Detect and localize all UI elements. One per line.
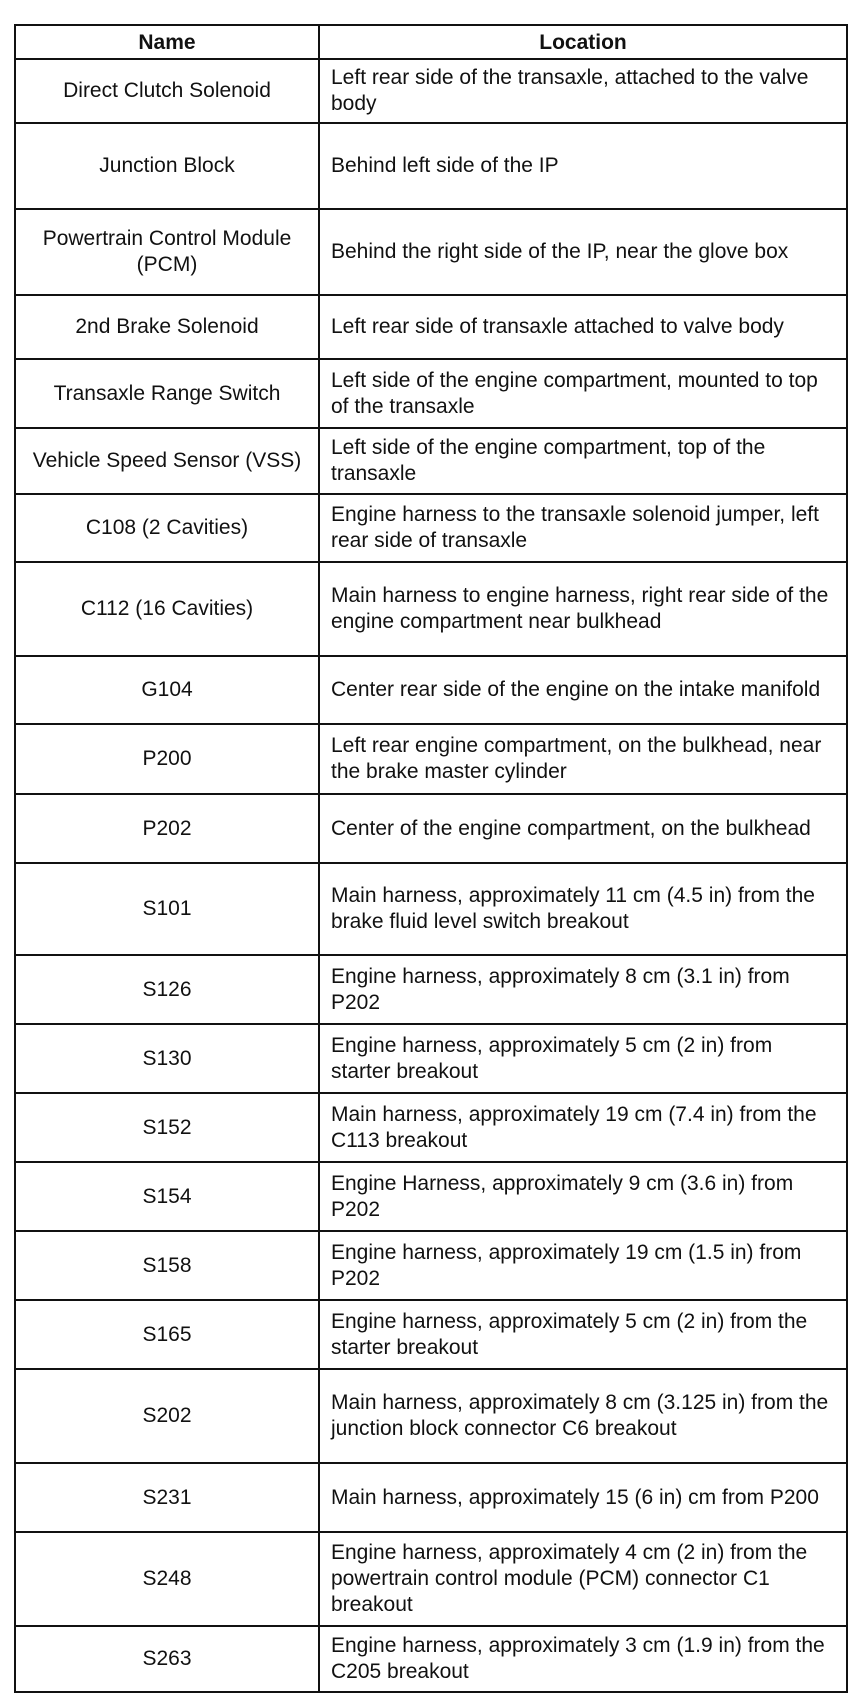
component-location: Main harness to engine harness, right rear side of the engine compartment near bulkhead (319, 562, 847, 656)
component-location: Left side of the engine compartment, top of the transaxle (319, 428, 847, 494)
table-row (15, 1093, 847, 1162)
component-name: S165 (15, 1300, 319, 1369)
table-row (15, 1463, 847, 1532)
table-row (15, 656, 847, 724)
table-row (15, 359, 847, 428)
table-row (15, 794, 847, 863)
table-row (15, 428, 847, 494)
table-row (15, 1626, 847, 1692)
table-row (15, 494, 847, 562)
table-row (15, 1162, 847, 1231)
table-row (15, 1369, 847, 1463)
component-name: S126 (15, 955, 319, 1024)
table-row (15, 724, 847, 794)
component-location: Left rear side of transaxle attached to valve body (319, 295, 847, 359)
table-row (15, 1024, 847, 1093)
component-name: S101 (15, 863, 319, 955)
component-name: Junction Block (15, 123, 319, 209)
component-location: Left side of the engine compartment, mounted to top of the transaxle (319, 359, 847, 428)
component-location: Main harness, approximately 19 cm (7.4 in) from the C113 breakout (319, 1093, 847, 1162)
component-location-table (14, 24, 848, 1693)
component-location: Engine harness, approximately 19 cm (1.5 in) from P202 (319, 1231, 847, 1300)
component-name: C112 (16 Cavities) (15, 562, 319, 656)
table-row (15, 562, 847, 656)
component-location: Center of the engine compartment, on the bulkhead (319, 794, 847, 863)
component-name: S158 (15, 1231, 319, 1300)
name-column-header: Name (15, 25, 319, 59)
table-row (15, 209, 847, 295)
component-location: Engine harness, approximately 8 cm (3.1 in) from P202 (319, 955, 847, 1024)
component-name: S202 (15, 1369, 319, 1463)
component-location: Center rear side of the engine on the intake manifold (319, 656, 847, 724)
component-name: S263 (15, 1626, 319, 1692)
table-row (15, 1300, 847, 1369)
table-row (15, 295, 847, 359)
component-name: S130 (15, 1024, 319, 1093)
component-name: S154 (15, 1162, 319, 1231)
component-location: Engine Harness, approximately 9 cm (3.6 in) from P202 (319, 1162, 847, 1231)
component-name: P200 (15, 724, 319, 794)
table-row (15, 1231, 847, 1300)
table-row (15, 1532, 847, 1626)
component-name: S248 (15, 1532, 319, 1626)
component-location: Left rear engine compartment, on the bulkhead, near the brake master cylinder (319, 724, 847, 794)
component-location: Engine harness, approximately 4 cm (2 in) from the powertrain control module (PCM) connector C1 breakout (319, 1532, 847, 1626)
component-location: Main harness, approximately 8 cm (3.125 in) from the junction block connector C6 breakout (319, 1369, 847, 1463)
component-location: Engine harness, approximately 3 cm (1.9 in) from the C205 breakout (319, 1626, 847, 1692)
component-name: S231 (15, 1463, 319, 1532)
component-location: Left rear side of the transaxle, attached to the valve body (319, 59, 847, 123)
component-name: 2nd Brake Solenoid (15, 295, 319, 359)
component-name: Vehicle Speed Sensor (VSS) (15, 428, 319, 494)
component-location: Behind the right side of the IP, near the glove box (319, 209, 847, 295)
component-name: Powertrain Control Module (PCM) (15, 209, 319, 295)
table-row (15, 123, 847, 209)
component-name: Direct Clutch Solenoid (15, 59, 319, 123)
table-row (15, 955, 847, 1024)
component-location: Engine harness, approximately 5 cm (2 in) from the starter breakout (319, 1300, 847, 1369)
component-location: Behind left side of the IP (319, 123, 847, 209)
table-row (15, 59, 847, 123)
component-name: S152 (15, 1093, 319, 1162)
component-name: G104 (15, 656, 319, 724)
table-row (15, 863, 847, 955)
component-location: Engine harness to the transaxle solenoid jumper, left rear side of transaxle (319, 494, 847, 562)
component-name: P202 (15, 794, 319, 863)
component-location: Engine harness, approximately 5 cm (2 in) from starter breakout (319, 1024, 847, 1093)
component-name: Transaxle Range Switch (15, 359, 319, 428)
component-location: Main harness, approximately 15 (6 in) cm from P200 (319, 1463, 847, 1532)
location-column-header: Location (319, 25, 847, 59)
table-header-row (15, 25, 847, 59)
component-location: Main harness, approximately 11 cm (4.5 in) from the brake fluid level switch breakout (319, 863, 847, 955)
component-name: C108 (2 Cavities) (15, 494, 319, 562)
